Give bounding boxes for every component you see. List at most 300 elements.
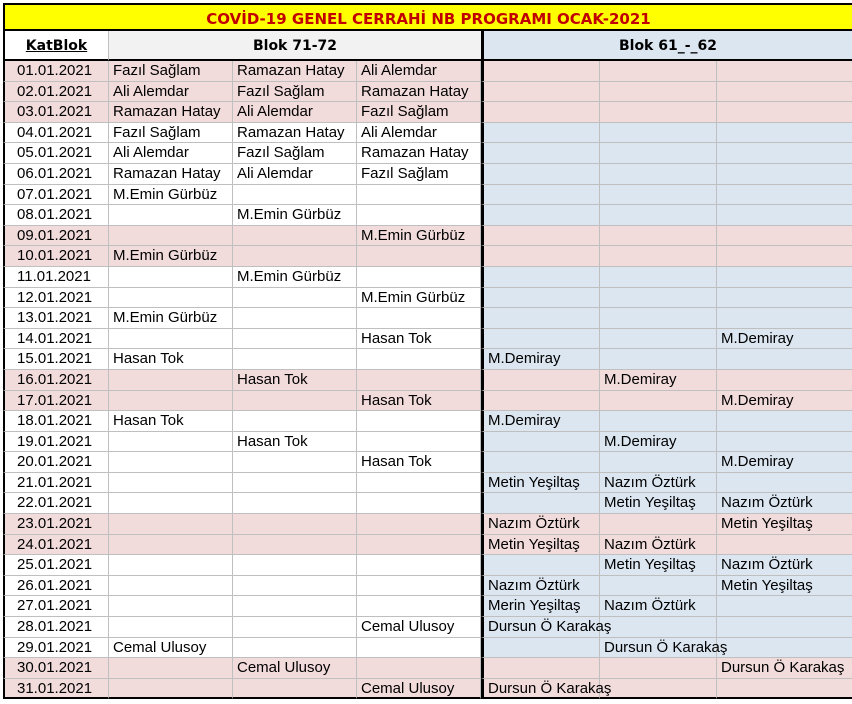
blok71-cell-1[interactable] <box>109 329 233 350</box>
blok71-cell-1[interactable] <box>109 246 233 267</box>
blok71-cell-1[interactable] <box>109 205 233 226</box>
blok61-cell-1[interactable] <box>481 329 600 350</box>
blok71-cell-3[interactable] <box>357 329 481 350</box>
date-cell[interactable]: 08.01.2021 <box>3 205 109 226</box>
date-cell[interactable]: 09.01.2021 <box>3 226 109 247</box>
table-row <box>3 123 852 144</box>
assignee-name: Ramazan Hatay <box>361 144 469 162</box>
blok61-cell-1[interactable] <box>481 370 600 391</box>
blok61-cell-1[interactable] <box>481 349 600 370</box>
date-cell[interactable]: 21.01.2021 <box>3 473 109 494</box>
blok61-cell-2[interactable] <box>600 617 717 638</box>
blok71-cell-1[interactable] <box>109 555 233 576</box>
blok61-cell-1[interactable] <box>481 493 600 514</box>
blok61-cell-2[interactable] <box>600 246 717 267</box>
blok71-cell-3[interactable] <box>357 246 481 267</box>
assignee-name: Nazım Öztürk <box>604 473 696 491</box>
date-cell[interactable]: 25.01.2021 <box>3 555 109 576</box>
blok71-cell-2[interactable] <box>233 349 357 370</box>
blok71-cell-3[interactable] <box>357 658 481 679</box>
table-row <box>3 679 852 700</box>
blok71-cell-3[interactable] <box>357 308 481 329</box>
assignee-name: M.Demiray <box>721 453 794 471</box>
table-row <box>3 226 852 247</box>
blok71-cell-3[interactable] <box>357 61 481 82</box>
blok61-cell-1[interactable] <box>481 617 612 638</box>
blok71-cell-2[interactable] <box>233 226 357 247</box>
blok71-cell-1[interactable] <box>109 452 233 473</box>
assignee-name: Hasan Tok <box>113 412 184 430</box>
blok71-cell-3[interactable] <box>357 349 481 370</box>
blok61-cell-2[interactable] <box>600 185 717 206</box>
blok71-cell-3[interactable] <box>357 452 481 473</box>
table-row <box>3 349 852 370</box>
blok61-cell-2[interactable] <box>600 308 717 329</box>
blok71-cell-2[interactable] <box>233 143 357 164</box>
assignee-name: Dursun Ö Karakaş <box>721 659 845 677</box>
blok61-cell-1[interactable] <box>481 596 600 617</box>
date-cell[interactable]: 17.01.2021 <box>3 391 109 412</box>
blok61-cell-3[interactable] <box>717 370 852 391</box>
sheet-title[interactable]: COVİD-19 GENEL CERRAHİ NB PROGRAMI OCAK-2021 <box>3 3 852 31</box>
date-cell[interactable]: 01.01.2021 <box>3 61 109 82</box>
assignee-name: M.Emin Gürbüz <box>237 267 342 285</box>
blok71-cell-1[interactable] <box>109 432 233 453</box>
blok71-cell-3[interactable] <box>357 205 481 226</box>
blok71-cell-1[interactable] <box>109 102 233 123</box>
table-row <box>3 288 852 309</box>
blok71-cell-2[interactable] <box>233 308 357 329</box>
blok61-cell-3[interactable] <box>717 308 852 329</box>
blok61-cell-3[interactable] <box>717 329 852 350</box>
blok61-cell-1[interactable] <box>481 638 600 659</box>
blok71-cell-1[interactable] <box>109 411 233 432</box>
blok61-cell-1[interactable] <box>481 185 600 206</box>
assignee-name: Hasan Tok <box>361 453 432 471</box>
date-cell[interactable]: 19.01.2021 <box>3 432 109 453</box>
blok61-cell-1[interactable] <box>481 658 600 679</box>
header-katblok[interactable]: KatBlok <box>3 31 109 61</box>
blok71-cell-2[interactable] <box>233 185 357 206</box>
assignee-name: M.Demiray <box>488 350 561 368</box>
blok61-cell-3[interactable] <box>717 493 852 514</box>
table-row <box>3 473 852 494</box>
blok61-cell-3[interactable] <box>717 349 852 370</box>
blok61-cell-2[interactable] <box>600 61 717 82</box>
blok61-cell-2[interactable] <box>600 679 717 700</box>
blok61-cell-2[interactable] <box>600 514 717 535</box>
assignee-name: M.Demiray <box>604 370 677 388</box>
assignee-name: Cemal Ulusoy <box>237 659 331 677</box>
blok71-cell-1[interactable] <box>109 473 233 494</box>
assignee-name: Ramazan Hatay <box>113 164 221 182</box>
date-cell[interactable]: 05.01.2021 <box>3 143 109 164</box>
blok61-cell-2[interactable] <box>600 596 717 617</box>
blok71-cell-2[interactable] <box>233 102 357 123</box>
blok61-cell-2[interactable] <box>600 370 717 391</box>
date-cell[interactable]: 06.01.2021 <box>3 164 109 185</box>
blok61-cell-1[interactable] <box>481 308 600 329</box>
blok61-cell-3[interactable] <box>717 391 852 412</box>
blok61-cell-1[interactable] <box>481 143 600 164</box>
assignee-name: Metin Yeşiltaş <box>488 535 580 553</box>
blok61-cell-2[interactable] <box>600 102 717 123</box>
blok61-cell-1[interactable] <box>481 679 612 700</box>
blok61-cell-1[interactable] <box>481 576 600 597</box>
table-row <box>3 61 852 82</box>
blok71-cell-2[interactable] <box>233 82 357 103</box>
blok71-cell-2[interactable] <box>233 555 357 576</box>
blok71-cell-3[interactable] <box>357 267 481 288</box>
blok71-cell-2[interactable] <box>233 576 357 597</box>
assignee-name: Dursun Ö Karakaş <box>488 618 612 636</box>
assignee-name: Ali Alemdar <box>113 144 189 162</box>
blok61-cell-3[interactable] <box>717 576 852 597</box>
blok71-cell-2[interactable] <box>233 370 357 391</box>
assignee-name: Cemal Ulusoy <box>361 679 455 697</box>
blok71-cell-1[interactable] <box>109 535 233 556</box>
date-cell[interactable]: 28.01.2021 <box>3 617 109 638</box>
blok71-cell-1[interactable] <box>109 679 233 700</box>
blok71-cell-1[interactable] <box>109 308 233 329</box>
assignee-name: Metin Yeşiltaş <box>604 556 696 574</box>
date-cell[interactable]: 13.01.2021 <box>3 308 109 329</box>
blok61-cell-3[interactable] <box>717 617 852 638</box>
assignee-name: Ramazan Hatay <box>361 82 469 100</box>
blok71-cell-1[interactable] <box>109 164 233 185</box>
blok71-cell-2[interactable] <box>233 658 357 679</box>
assignee-name: Hasan Tok <box>113 350 184 368</box>
header-blok-61-62[interactable]: Blok 61_-_62 <box>481 31 852 61</box>
blok71-cell-3[interactable] <box>357 143 481 164</box>
date-cell[interactable]: 15.01.2021 <box>3 349 109 370</box>
assignee-name: Fazıl Sağlam <box>361 103 449 121</box>
table-row <box>3 452 852 473</box>
date-cell[interactable]: 07.01.2021 <box>3 185 109 206</box>
blok61-cell-1[interactable] <box>481 473 600 494</box>
table-row <box>3 555 852 576</box>
blok71-cell-2[interactable] <box>233 164 357 185</box>
blok71-cell-2[interactable] <box>233 205 357 226</box>
blok61-cell-2[interactable] <box>600 329 717 350</box>
blok61-cell-1[interactable] <box>481 452 600 473</box>
table-row <box>3 102 852 123</box>
blok71-cell-2[interactable] <box>233 432 357 453</box>
date-cell[interactable]: 22.01.2021 <box>3 493 109 514</box>
date-cell[interactable]: 02.01.2021 <box>3 82 109 103</box>
table-row <box>3 143 852 164</box>
blok61-cell-3[interactable] <box>717 61 852 82</box>
blok61-cell-1[interactable] <box>481 288 600 309</box>
blok61-cell-2[interactable] <box>600 576 717 597</box>
blok61-cell-2[interactable] <box>600 226 717 247</box>
blok71-cell-1[interactable] <box>109 596 233 617</box>
blok71-cell-3[interactable] <box>357 617 481 638</box>
blok61-cell-1[interactable] <box>481 226 600 247</box>
date-cell[interactable]: 20.01.2021 <box>3 452 109 473</box>
assignee-name: M.Demiray <box>721 391 794 409</box>
blok71-cell-2[interactable] <box>233 411 357 432</box>
table-row <box>3 535 852 556</box>
blok61-cell-1[interactable] <box>481 123 600 144</box>
table-row <box>3 370 852 391</box>
assignee-name: Metin Yeşiltaş <box>488 473 580 491</box>
blok61-cell-3[interactable] <box>717 123 852 144</box>
blok71-cell-2[interactable] <box>233 288 357 309</box>
blok61-cell-1[interactable] <box>481 267 600 288</box>
blok61-cell-2[interactable] <box>600 164 717 185</box>
blok71-cell-3[interactable] <box>357 370 481 391</box>
table-row <box>3 514 852 535</box>
date-cell[interactable]: 11.01.2021 <box>3 267 109 288</box>
date-cell[interactable]: 14.01.2021 <box>3 329 109 350</box>
assignee-name: Fazıl Sağlam <box>361 164 449 182</box>
blok71-cell-1[interactable] <box>109 288 233 309</box>
table-row <box>3 164 852 185</box>
blok61-cell-1[interactable] <box>481 82 600 103</box>
blok71-cell-2[interactable] <box>233 493 357 514</box>
blok71-cell-2[interactable] <box>233 596 357 617</box>
blok61-cell-2[interactable] <box>600 288 717 309</box>
assignee-name: Nazım Öztürk <box>721 556 813 574</box>
blok61-cell-3[interactable] <box>717 205 852 226</box>
date-cell[interactable]: 26.01.2021 <box>3 576 109 597</box>
date-cell[interactable]: 24.01.2021 <box>3 535 109 556</box>
blok61-cell-3[interactable] <box>717 226 852 247</box>
assignee-name: M.Emin Gürbüz <box>237 206 342 224</box>
table-row <box>3 596 852 617</box>
table-row <box>3 205 852 226</box>
assignee-name: Dursun Ö Karakaş <box>604 638 728 656</box>
date-cell[interactable]: 10.01.2021 <box>3 246 109 267</box>
blok71-cell-3[interactable] <box>357 288 481 309</box>
assignee-name: Nazım Öztürk <box>721 494 813 512</box>
blok71-cell-1[interactable] <box>109 391 233 412</box>
blok61-cell-3[interactable] <box>717 473 852 494</box>
blok61-cell-2[interactable] <box>600 432 717 453</box>
blok61-cell-1[interactable] <box>481 61 600 82</box>
blok71-cell-2[interactable] <box>233 535 357 556</box>
blok71-cell-3[interactable] <box>357 596 481 617</box>
blok71-cell-2[interactable] <box>233 61 357 82</box>
blok71-cell-2[interactable] <box>233 391 357 412</box>
blok61-cell-3[interactable] <box>717 246 852 267</box>
blok71-cell-3[interactable] <box>357 493 481 514</box>
date-cell[interactable]: 04.01.2021 <box>3 123 109 144</box>
blok71-cell-3[interactable] <box>357 102 481 123</box>
blok61-cell-3[interactable] <box>717 185 852 206</box>
blok61-cell-1[interactable] <box>481 102 600 123</box>
blok71-cell-1[interactable] <box>109 61 233 82</box>
assignee-name: M.Demiray <box>604 432 677 450</box>
assignee-name: Merin Yeşiltaş <box>488 597 581 615</box>
assignee-name: Hasan Tok <box>237 432 308 450</box>
blok61-cell-3[interactable] <box>717 288 852 309</box>
table-row <box>3 658 852 679</box>
blok71-cell-3[interactable] <box>357 123 481 144</box>
blok71-cell-1[interactable] <box>109 370 233 391</box>
assignee-name: Fazıl Sağlam <box>237 82 325 100</box>
date-cell[interactable]: 18.01.2021 <box>3 411 109 432</box>
blok61-cell-3[interactable] <box>717 535 852 556</box>
blok61-cell-3[interactable] <box>717 143 852 164</box>
blok61-cell-2[interactable] <box>600 267 717 288</box>
header-blok-71-72[interactable]: Blok 71-72 <box>109 31 481 61</box>
assignee-name: M.Emin Gürbüz <box>361 226 466 244</box>
blok61-cell-3[interactable] <box>717 267 852 288</box>
blok61-cell-1[interactable] <box>481 164 600 185</box>
blok71-cell-2[interactable] <box>233 267 357 288</box>
blok71-cell-2[interactable] <box>233 679 357 700</box>
assignee-name: Dursun Ö Karakaş <box>488 679 612 697</box>
blok71-cell-2[interactable] <box>233 246 357 267</box>
date-cell[interactable]: 29.01.2021 <box>3 638 109 659</box>
assignee-name: M.Emin Gürbüz <box>113 185 218 203</box>
blok71-cell-1[interactable] <box>109 226 233 247</box>
date-cell[interactable]: 16.01.2021 <box>3 370 109 391</box>
blok71-cell-3[interactable] <box>357 473 481 494</box>
blok61-cell-2[interactable] <box>600 658 717 679</box>
assignee-name: Metin Yeşiltaş <box>721 576 813 594</box>
table-row <box>3 391 852 412</box>
blok61-cell-1[interactable] <box>481 411 600 432</box>
blok61-cell-3[interactable] <box>717 432 852 453</box>
blok71-cell-3[interactable] <box>357 432 481 453</box>
blok71-cell-2[interactable] <box>233 473 357 494</box>
assignee-name: Fazıl Sağlam <box>113 62 201 79</box>
table-row <box>3 493 852 514</box>
blok61-cell-2[interactable] <box>600 82 717 103</box>
date-cell[interactable]: 12.01.2021 <box>3 288 109 309</box>
blok71-cell-3[interactable] <box>357 164 481 185</box>
blok61-cell-1[interactable] <box>481 555 600 576</box>
blok71-cell-1[interactable] <box>109 123 233 144</box>
blok71-cell-1[interactable] <box>109 658 233 679</box>
blok61-cell-2[interactable] <box>600 205 717 226</box>
blok61-cell-3[interactable] <box>717 452 852 473</box>
blok61-cell-2[interactable] <box>600 452 717 473</box>
assignee-name: Cemal Ulusoy <box>113 638 207 656</box>
date-cell[interactable]: 30.01.2021 <box>3 658 109 679</box>
blok61-cell-2[interactable] <box>600 493 717 514</box>
blok61-cell-1[interactable] <box>481 535 600 556</box>
table-row <box>3 267 852 288</box>
blok61-cell-3[interactable] <box>717 679 852 700</box>
blok61-cell-2[interactable] <box>600 535 717 556</box>
blok71-cell-2[interactable] <box>233 452 357 473</box>
blok71-cell-1[interactable] <box>109 349 233 370</box>
date-cell[interactable]: 27.01.2021 <box>3 596 109 617</box>
blok61-cell-3[interactable] <box>717 82 852 103</box>
assignee-name: Ramazan Hatay <box>113 103 221 121</box>
blok61-cell-1[interactable] <box>481 205 600 226</box>
blok71-cell-1[interactable] <box>109 514 233 535</box>
table-row <box>3 82 852 103</box>
blok61-cell-3[interactable] <box>717 411 852 432</box>
blok71-cell-1[interactable] <box>109 82 233 103</box>
blok71-cell-2[interactable] <box>233 123 357 144</box>
blok71-cell-3[interactable] <box>357 555 481 576</box>
assignee-name: Nazım Öztürk <box>604 535 696 553</box>
blok71-cell-3[interactable] <box>357 82 481 103</box>
blok61-cell-3[interactable] <box>717 658 852 679</box>
blok71-cell-3[interactable] <box>357 576 481 597</box>
blok71-cell-3[interactable] <box>357 638 481 659</box>
assignee-name: M.Emin Gürbüz <box>113 247 218 265</box>
blok61-cell-2[interactable] <box>600 123 717 144</box>
assignee-name: Metin Yeşiltaş <box>604 494 696 512</box>
assignee-name: M.Demiray <box>488 412 561 430</box>
blok71-cell-2[interactable] <box>233 514 357 535</box>
blok71-cell-3[interactable] <box>357 226 481 247</box>
date-cell[interactable]: 03.01.2021 <box>3 102 109 123</box>
table-row <box>3 246 852 267</box>
blok61-cell-1[interactable] <box>481 246 600 267</box>
blok61-cell-2[interactable] <box>600 349 717 370</box>
assignee-name: Ali Alemdar <box>237 164 313 182</box>
blok71-cell-3[interactable] <box>357 185 481 206</box>
blok71-cell-3[interactable] <box>357 391 481 412</box>
blok71-cell-3[interactable] <box>357 535 481 556</box>
table-row <box>3 329 852 350</box>
blok71-cell-1[interactable] <box>109 143 233 164</box>
blok71-cell-3[interactable] <box>357 514 481 535</box>
table-row <box>3 411 852 432</box>
blok71-cell-1[interactable] <box>109 617 233 638</box>
blok61-cell-3[interactable] <box>717 514 852 535</box>
date-cell[interactable]: 31.01.2021 <box>3 679 109 700</box>
blok61-cell-3[interactable] <box>717 638 852 659</box>
blok61-cell-1[interactable] <box>481 514 600 535</box>
blok61-cell-2[interactable] <box>600 638 728 659</box>
blok71-cell-1[interactable] <box>109 638 233 659</box>
blok71-cell-3[interactable] <box>357 411 481 432</box>
blok61-cell-3[interactable] <box>717 596 852 617</box>
blok61-cell-2[interactable] <box>600 411 717 432</box>
schedule-rows <box>3 61 852 699</box>
blok61-cell-2[interactable] <box>600 473 717 494</box>
date-cell[interactable]: 23.01.2021 <box>3 514 109 535</box>
assignee-name: Metin Yeşiltaş <box>721 515 813 533</box>
blok61-cell-2[interactable] <box>600 143 717 164</box>
assignee-name: Ramazan Hatay <box>237 123 345 141</box>
blok71-cell-1[interactable] <box>109 493 233 514</box>
blok71-cell-3[interactable] <box>357 679 481 700</box>
table-row <box>3 617 852 638</box>
blok71-cell-2[interactable] <box>233 617 357 638</box>
blok71-cell-1[interactable] <box>109 185 233 206</box>
blok71-cell-1[interactable] <box>109 576 233 597</box>
blok61-cell-3[interactable] <box>717 164 852 185</box>
assignee-name: Hasan Tok <box>237 370 308 388</box>
assignee-name: M.Demiray <box>721 329 794 347</box>
blok61-cell-2[interactable] <box>600 391 717 412</box>
assignee-name: Ali Alemdar <box>113 82 189 100</box>
blok71-cell-2[interactable] <box>233 329 357 350</box>
blok71-cell-2[interactable] <box>233 638 357 659</box>
assignee-name: Fazıl Sağlam <box>113 123 201 141</box>
assignee-name: Ali Alemdar <box>361 62 437 79</box>
blok61-cell-1[interactable] <box>481 432 600 453</box>
assignee-name: Cemal Ulusoy <box>361 618 455 636</box>
blok61-cell-2[interactable] <box>600 555 717 576</box>
assignee-name: Nazım Öztürk <box>488 576 580 594</box>
blok71-cell-1[interactable] <box>109 267 233 288</box>
blok61-cell-1[interactable] <box>481 391 600 412</box>
blok61-cell-3[interactable] <box>717 555 852 576</box>
assignee-name: Ramazan Hatay <box>237 62 345 79</box>
blok61-cell-3[interactable] <box>717 102 852 123</box>
